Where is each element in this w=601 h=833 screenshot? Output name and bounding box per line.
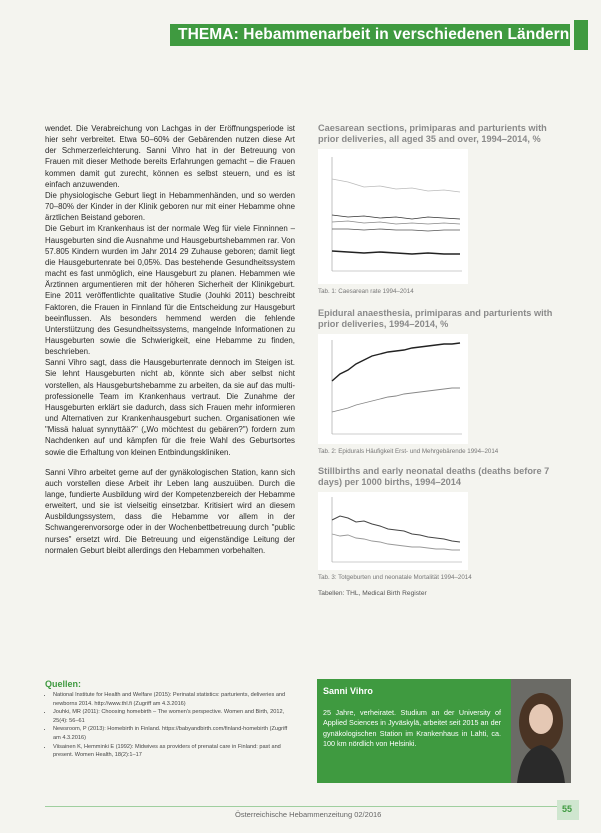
figure-caption: Tab. 2: Epidurals Häufigkeit Erst- und Mehrgebärende 1994–2014 xyxy=(318,448,499,455)
list-item: • Jouhki, MR (2011): Choosing homebirth – The women's perspective. Women and Birth, 2012, 25(4): 56–61 xyxy=(53,708,295,725)
list-item: • Newsroom, P (2013): Homebirth in Finland. https://babyandbirth.com/finland-homebirth (Zugriff am 4.3.2016) xyxy=(53,725,295,742)
figure-caption: Tab. 3: Totgeburten und neonatale Mortalität 1994–2014 xyxy=(318,574,472,581)
journal-name: Österreichische Hebammenzeitung 02/2016 xyxy=(235,810,382,819)
profile-photo xyxy=(511,679,571,783)
figure-title: Stillbirths and early neonatal deaths (deaths before 7 days) per 1000 births, 1994–2014 xyxy=(318,466,550,487)
paragraph: Die Geburt im Krankenhaus ist der normale Weg für viele Finninnen – Hausgeburten sind die Ausnahme und Hausgeburtshebammen rar. Von 57.805 Kindern wurden im Jahr 2014 29 Zuhause geboren; damit liegt die Hausgeburtenrate bei 0,05%. Das bestehende Gesundheitssystem macht es fast unmöglich, eine Hausgeburt zu planen. Hebammen wie Ärztinnen argumentieren mit der höheren Sicherheit der Klinikgeburt. Eine 2011 veröffentlichte qualitative Studie (Jouhki 2011) beschreibt Faktoren, die Frauen in Finnland für die Entscheidung zur Hausgeburt beeinflussen. Als besonders hemmend werden die fehlende Unterstützung des Gesundheitssystems, mangelnde Informationen zu Hausgeburten sowie die Schwierigkeit, eine Hebamme zu finden, beschrieben. xyxy=(45,224,295,357)
figure-1-chart xyxy=(318,149,468,284)
paragraph: Die physiologische Geburt liegt in Hebammenhänden, und so werden 70–80% der Kinder in der Klinik geboren nur mit einer Hebamme ohne ärztlichen Beistand geboren. xyxy=(45,190,295,223)
sources-section xyxy=(45,679,295,760)
header-tab-marker xyxy=(574,20,588,50)
figure-1 xyxy=(318,149,468,284)
page-header xyxy=(0,0,601,48)
footer-rule xyxy=(45,806,570,807)
figure-title: Caesarean sections, primiparas and parturients with prior deliveries, all aged 35 and over, 1994–2014, % xyxy=(318,123,547,144)
figure-caption: Tab. 1: Caesarean rate 1994–2014 xyxy=(318,288,414,295)
figures-column xyxy=(318,123,558,597)
page-number: 55 xyxy=(562,804,573,814)
profile-bio: 25 Jahre, verheiratet. Studium an der University of Applied Sciences in Jyväskylä, arbeitet seit 2015 an der gynäkologischen Station im Krankenhaus in Lahti, ca. 100 km nördlich von Helsinki. xyxy=(323,708,501,748)
figure-3-chart xyxy=(318,492,468,570)
source-line: Tabellen: THL, Medical Birth Register xyxy=(318,590,427,597)
list-item: • National Institute for Health and Welfare (2015): Perinatal statistics: parturients, deliveries and newborns 2014. http://www.thl.fi (Zugriff am 4.3.2016) xyxy=(53,691,295,708)
figure-2 xyxy=(318,334,468,444)
figure-2-chart xyxy=(318,334,468,444)
list-item: • Viisainen K, Hemminki E (1992): Midwives as providers of prenatal care in Finland: past and present. Women Health, 18(2):1–17 xyxy=(53,743,295,760)
figure-3 xyxy=(318,492,468,570)
figure-title: Epidural anaesthesia, primiparas and parturients with prior deliveries, 1994–2014, % xyxy=(318,308,553,329)
paragraph: Sanni Vihro sagt, dass die Hausgeburtenrate dennoch im Steigen ist. Sie lehnt Hausgeburten nicht ab, könnte sich aber selbst nicht vorstellen, als Hausgeburtshebamme zu arbeiten, da sie auf das multi-professionelle Team im Krankenhaus vertraut. Die Zunahme der Hausgeburten erklärt sie dadurch, dass sich Frauen mehr informieren und Alternativen zur Krankenhausgeburt suchen. Organisationen wie "Missä haluat synnyttää?" („Wo möchtest du gebären?") fordern zum Nachdenken auf und kämpfen für die freie Wahl des Geburtsortes sowie die Erhaltung von kleinen Entbindungskliniken. xyxy=(45,358,295,457)
profile-name: Sanni Vihro xyxy=(323,686,373,696)
article-body xyxy=(45,123,295,556)
profile-box xyxy=(317,679,571,783)
sources-title: Quellen: xyxy=(45,679,82,689)
sources-list xyxy=(45,691,295,760)
paragraph: wendet. Die Verabreichung von Lachgas in der Eröffnungsperiode ist hier sehr verbreitet. Etwa 50–60% der Gebärenden nutzen diese Art der Schmerzerleichterung. Sanni Vihro hat in der Betreuung von Frauen mit dieser Methode bereits Erfahrungen gemacht – die Frauen kommen damit gut zurecht, können es selbst steuern, und es ist einfach anzuwenden. xyxy=(45,124,295,189)
portrait-image xyxy=(511,679,571,783)
page-title: THEMA: Hebammenarbeit in verschiedenen Ländern xyxy=(178,26,570,43)
paragraph: Sanni Vihro arbeitet gerne auf der gynäkologischen Station, kann sich auch vorstellen diese Arbeit ihr Leben lang auszuüben. Durch die lange, fundierte Ausbildung wird der Kompetenzbereich der Hebamme erweitert, und sie ist vielseitig einsetzbar. Kritisiert wird an diesem Ausbildungssystem, dass die Hebamme vor allem in der Schwangerenvorsorge oder in der Wochenbettbetreuung durch "public nurses" ersetzt wird. Die Betreuung und eigenständige Leitung der normalen Geburt bleibt allerdings den Hebammen vorbehalten. xyxy=(45,467,295,555)
